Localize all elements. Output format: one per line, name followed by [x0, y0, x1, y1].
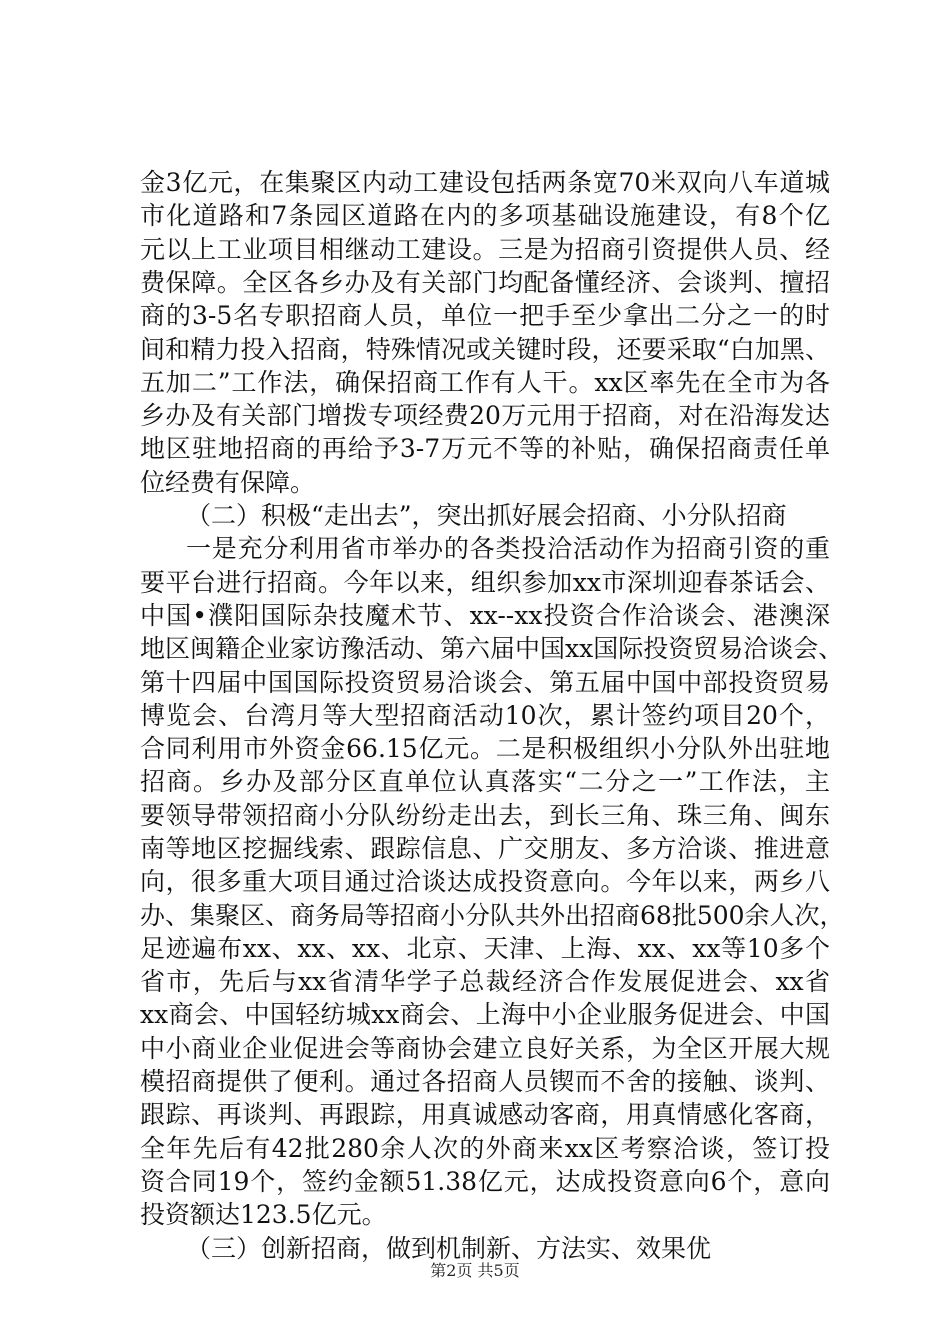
- body-text-line: 招商。乡办及部分区直单位认真落实“二分之一”工作法，主: [140, 767, 830, 796]
- body-text-line: 元以上工业项目相继动工建设。三是为招商引资提供人员、经: [140, 235, 830, 264]
- body-text-line: 乡办及有关部门增拨专项经费20万元用于招商，对在沿海发达: [140, 401, 830, 430]
- body-text-line: 跟踪、再谈判、再跟踪，用真诚感动客商，用真情感化客商，: [140, 1100, 830, 1129]
- body-text-line: 五加二”工作法，确保招商工作有人干。xx区率先在全市为各: [140, 368, 830, 397]
- body-text-line: 向，很多重大项目通过洽谈达成投资意向。今年以来，两乡八: [140, 867, 830, 896]
- body-text-line: 地区闽籍企业家访豫活动、第六届中国xx国际投资贸易洽谈会、: [140, 634, 844, 663]
- body-text-line: 足迹遍布xx、xx、xx、北京、天津、上海、xx、xx等10多个: [140, 934, 830, 963]
- body-text-line: 省市，先后与xx省清华学子总裁经济合作发展促进会、xx省: [140, 967, 830, 996]
- body-text-line: 中国•濮阳国际杂技魔术节、xx--xx投资合作洽谈会、港澳深: [140, 601, 830, 630]
- body-text-line: 商的3-5名专职招商人员，单位一把手至少拿出二分之一的时: [140, 301, 830, 330]
- body-text-line: 一是充分利用省市举办的各类投洽活动作为招商引资的重: [186, 534, 830, 563]
- body-text-line: 博览会、台湾月等大型招商活动10次，累计签约项目20个，: [140, 701, 830, 730]
- body-text-line: 费保障。全区各乡办及有关部门均配备懂经济、会谈判、擅招: [140, 268, 830, 297]
- body-text-line: 间和精力投入招商，特殊情况或关键时段，还要采取“白加黑、: [140, 335, 830, 364]
- body-text-line: 金3亿元，在集聚区内动工建设包括两条宽70米双向八车道城: [140, 168, 830, 197]
- body-text-line: 资合同19个，签约金额51.38亿元，达成投资意向6个，意向: [140, 1167, 830, 1196]
- body-text-line: 要领导带领招商小分队纷纷走出去，到长三角、珠三角、闽东: [140, 801, 830, 830]
- body-text-line: 市化道路和7条园区道路在内的多项基础设施建设，有8个亿: [140, 201, 830, 230]
- body-text-line: 合同利用市外资金66.15亿元。二是积极组织小分队外出驻地: [140, 734, 830, 763]
- body-text-line: xx商会、中国轻纺城xx商会、上海中小企业服务促进会、中国: [140, 1000, 830, 1029]
- body-text-line: 模招商提供了便利。通过各招商人员锲而不舍的接触、谈判、: [140, 1067, 830, 1096]
- page-footer: 第2页 共5页: [430, 1261, 520, 1280]
- body-text-line: 中小商业企业促进会等商协会建立良好关系，为全区开展大规: [140, 1034, 830, 1063]
- body-text-line: 办、集聚区、商务局等招商小分队共外出招商68批500余人次，: [140, 901, 845, 930]
- section-heading: （二）积极“走出去”，突出抓好展会招商、小分队招商: [186, 501, 787, 530]
- body-text-line: 地区驻地招商的再给予3-7万元不等的补贴，确保招商责任单: [140, 434, 830, 463]
- body-text-line: 全年先后有42批280余人次的外商来xx区考察洽谈，签订投: [140, 1134, 830, 1163]
- body-text-line: 要平台进行招商。今年以来，组织参加xx市深圳迎春茶话会、: [140, 568, 830, 597]
- body-text-line: 投资额达123.5亿元。: [140, 1200, 387, 1229]
- body-text-line: 位经费有保障。: [140, 468, 316, 497]
- body-text-line: 第十四届中国国际投资贸易洽谈会、第五届中国中部投资贸易: [140, 668, 830, 697]
- body-text-line: 南等地区挖掘线索、跟踪信息、广交朋友、多方洽谈、推进意: [140, 834, 830, 863]
- section-heading: （三）创新招商，做到机制新、方法实、效果优: [186, 1234, 712, 1263]
